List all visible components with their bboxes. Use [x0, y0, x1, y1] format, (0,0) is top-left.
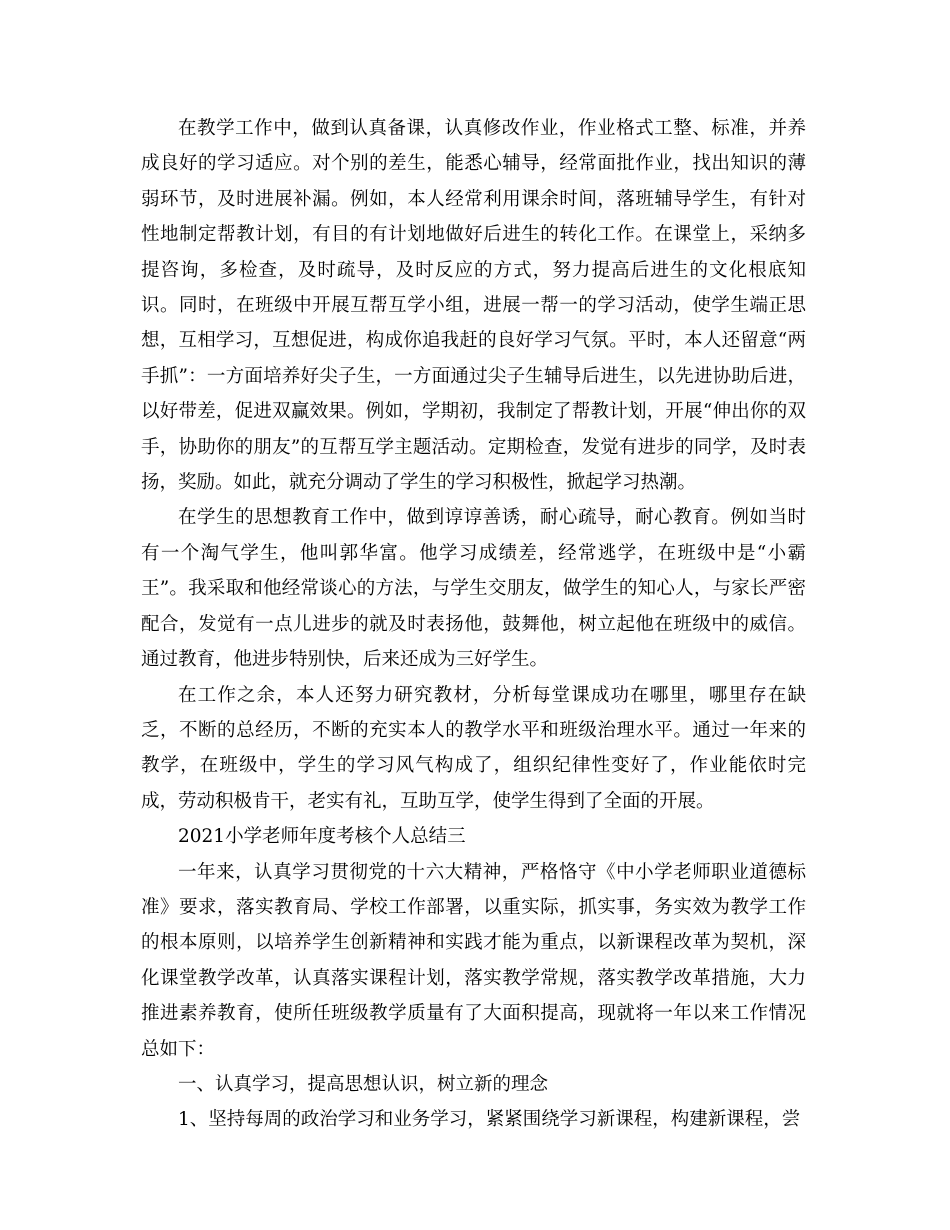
document-body — [141, 111, 806, 1138]
paragraph-annual-overview: 一年来，认真学习贯彻党的十六大精神，严格恪守《中小学老师职业道德标准》要求，落实教育局、学校工作部署，以重实际，抓实事，务实效为教学工作的根本原则，以培养学生创新精神和实践才能为重点，以新课程改革为契机，深化课堂教学改革，认真落实课程计划，落实教学常规，落实教学改革措施，大力推进素养教育，使所任班级教学质量有了大面积提高，现就将一年以来工作情况总如下： — [141, 861, 806, 1060]
section-title: 2021小学老师年度考核个人总结三 — [178, 826, 466, 848]
section-heading-1: 一、认真学习，提高思想认识，树立新的理念 — [178, 1073, 549, 1095]
paragraph-homework-tutoring: 在教学工作中，做到认真备课，认真修改作业，作业格式工整、标准，并养成良好的学习适应。对个别的差生，能悉心辅导，经常面批作业，找出知识的薄弱环节，及时进展补漏。例如，本人经常利用课余时间，落班辅导学生，有针对性地制定帮教计划，有目的有计划地做好后进生的转化工作。在课堂上，采纳多提咨询，多检查，及时疏导，及时反应的方式，努力提高后进生的文化根底知识。同时，在班级中开展互帮互学小组，进展一帮一的学习活动，使学生端正思想，互相学习，互想促进，构成你追我赶的良好学习气氛。平时，本人还留意“两手抓”：一方面培养好尖子生，一方面通过尖子生辅导后进生，以先进协助后进，以好带差，促进双赢效果。例如，学期初，我制定了帮教计划，开展“伸出你的双手，协助你的朋友”的互帮互学主题活动。定期检查，发觉有进步的同学，及时表扬，奖励。如此，就充分调动了学生的学习积极性，掀起学习热潮。 — [141, 118, 806, 494]
paragraph-teaching-research: 在工作之余，本人还努力研究教材，分析每堂课成功在哪里，哪里存在缺乏，不断的总经历，不断的充实本人的教学水平和班级治理水平。通过一年来的教学，在班级中，学生的学习风气构成了，组织纪律性变好了，作业能依时完成，劳动积极肯干，老实有礼，互助互学，使学生得到了全面的开展。 — [141, 684, 806, 812]
paragraph-moral-education: 在学生的思想教育工作中，做到谆谆善诱，耐心疏导，耐心教育。例如当时有一个淘气学生，他叫郭华富。他学习成绩差，经常逃学，在班级中是“小霸王”。我采取和他经常谈心的方法，与学生交朋友，做学生的知心人，与家长严密配合，发觉有一点儿进步的就及时表扬他，鼓舞他，树立起他在班级中的威信。通过教育，他进步特别快，后来还成为三好学生。 — [141, 507, 806, 671]
paragraph-item-1: 1、坚持每周的政治学习和业务学习，紧紧围绕学习新课程，构建新课程，尝 — [178, 1109, 801, 1131]
